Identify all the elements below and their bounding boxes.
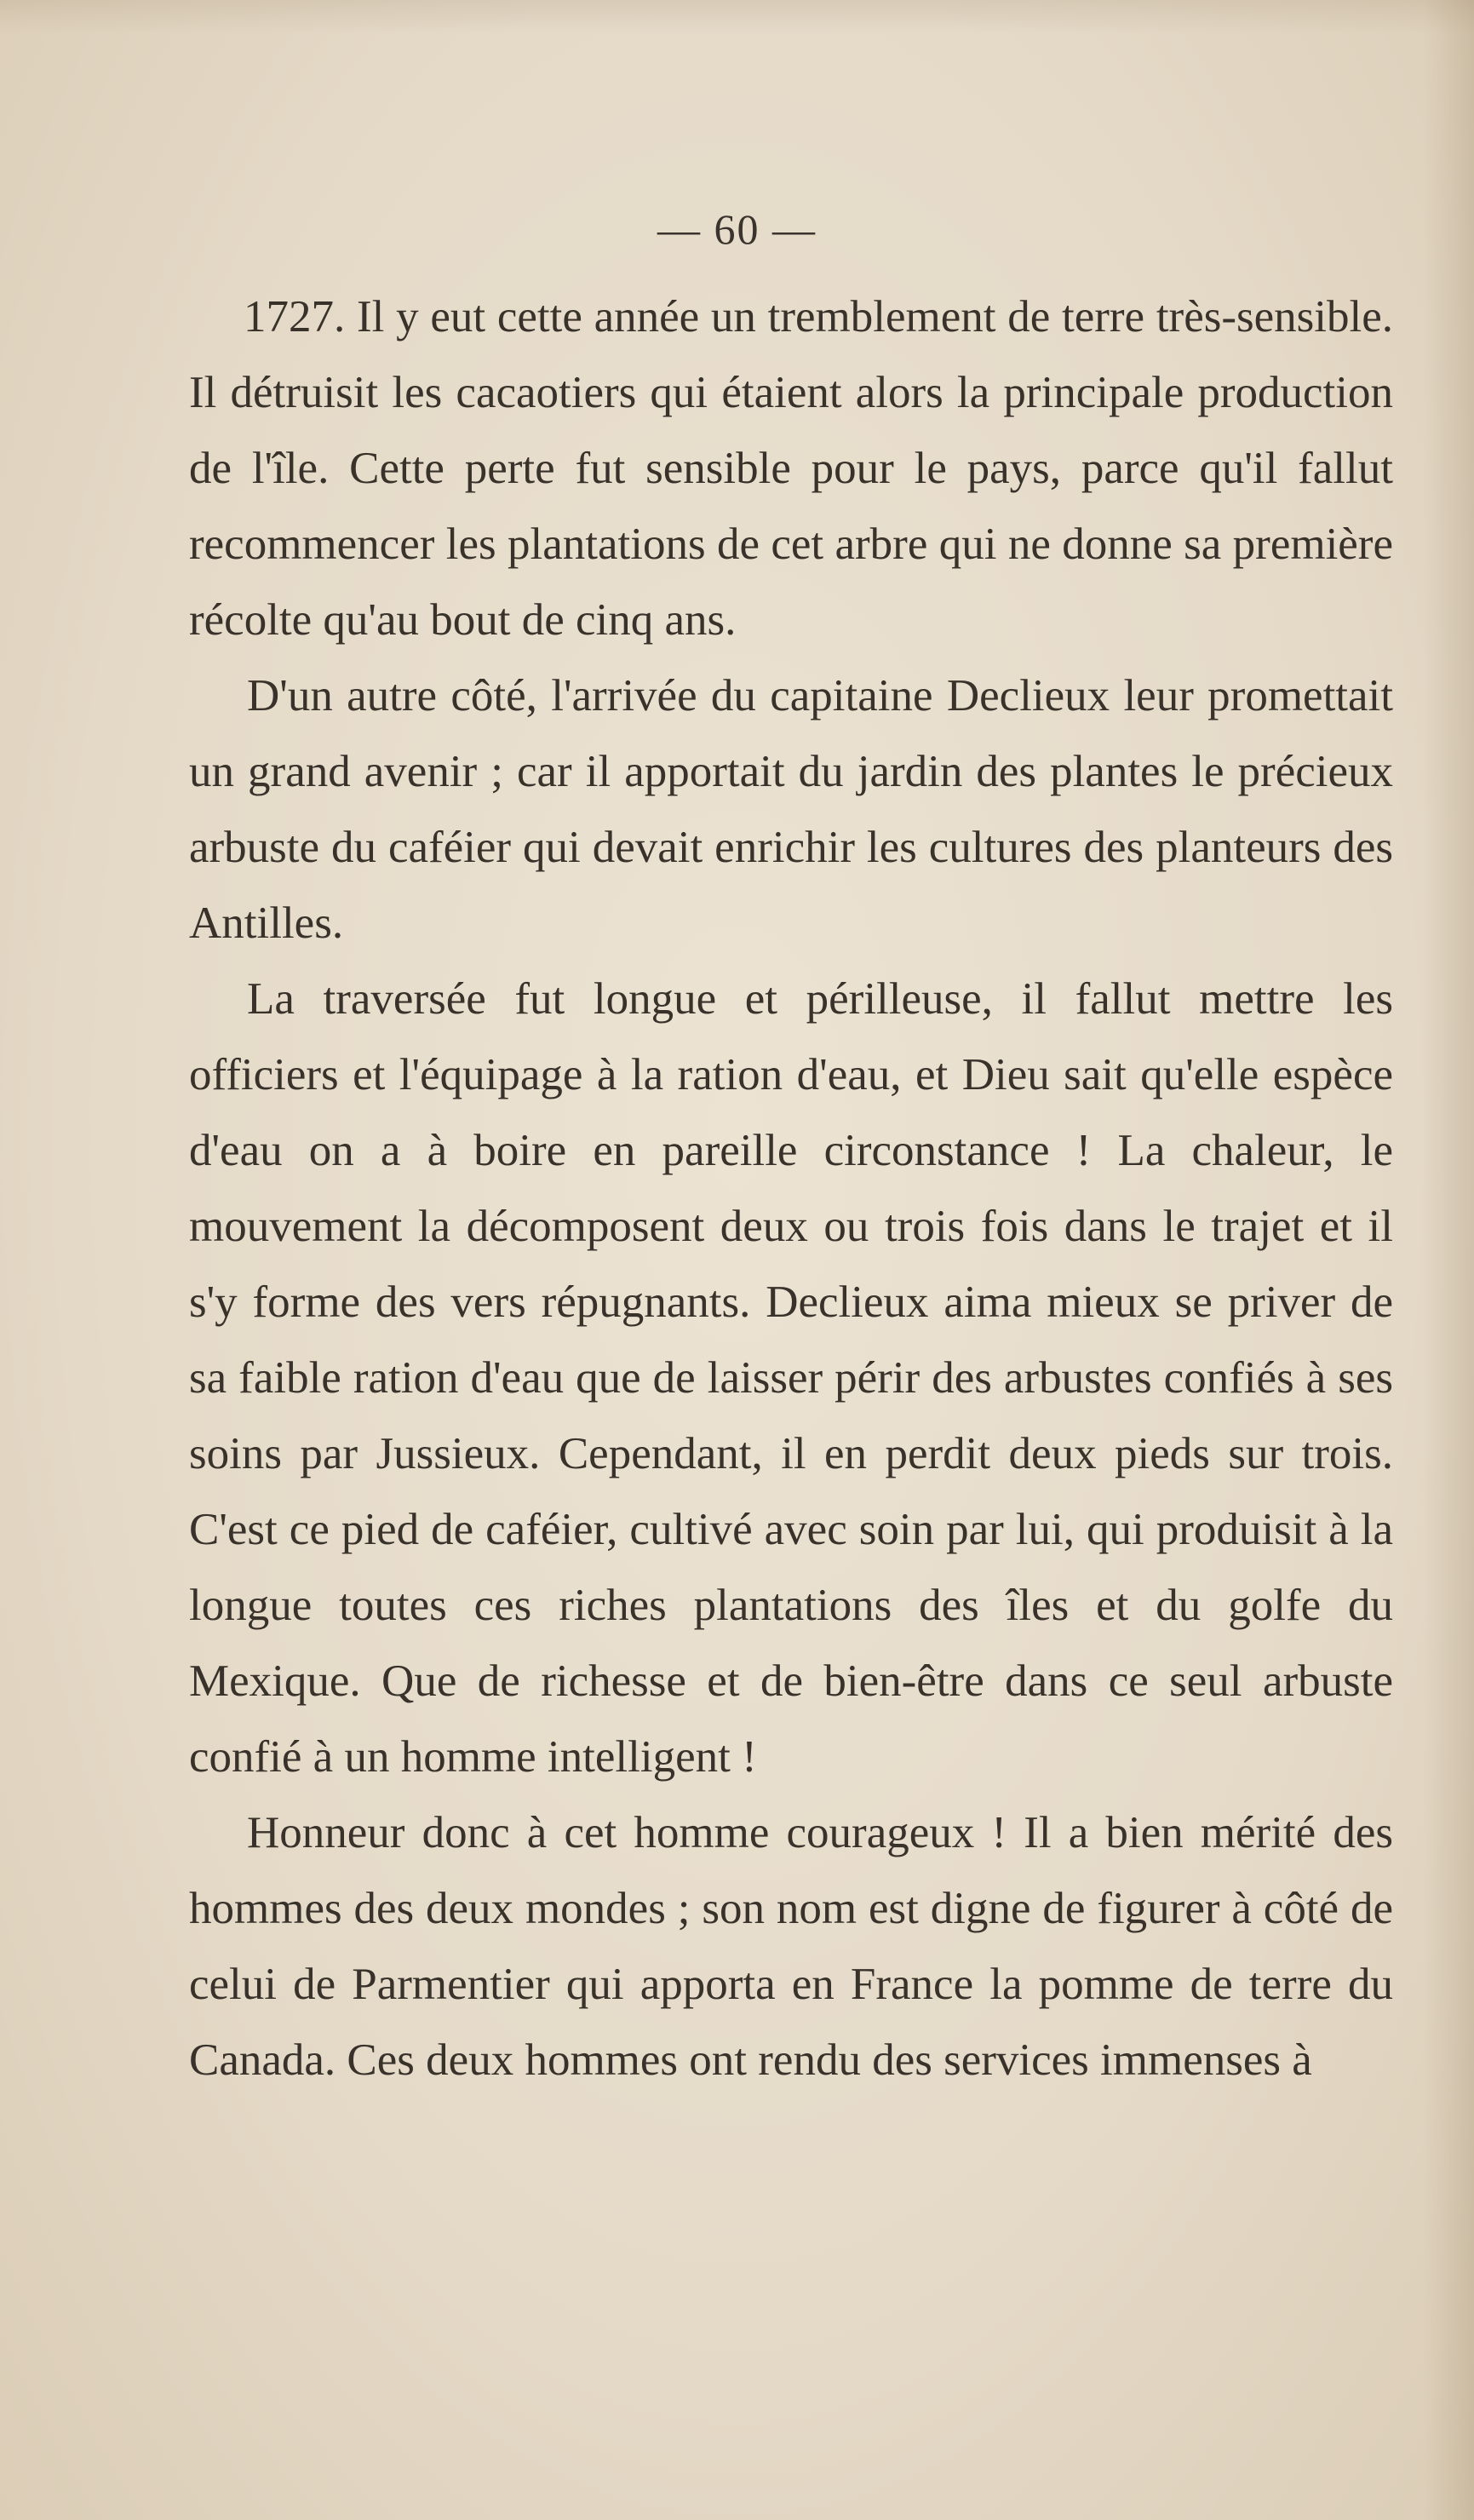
paragraph-1: 1727. Il y eut cette année un tremblement de terre très-sensible. Il détruisit les cacaotiers qui étaient alors la principale production de l'île. Cette perte fut sensible pour le pays, parce qu'il fallut recommencer les plantations de cet arbre qui ne donne sa première récolte qu'au bout de cinq ans. [189, 292, 1393, 645]
paragraph-3: La traversée fut longue et périlleuse, il fallut mettre les officiers et l'équipage à la ration d'eau, et Dieu sait qu'elle espèce d'eau on a à boire en pareille circonstance ! La chaleur, le mouvement la décomposent deux ou trois fois dans le trajet et il s'y forme des vers répugnants. Declieux aima mieux se priver de sa faible ration d'eau que de laisser périr des arbustes confiés à ses soins par Jussieux. Cependant, il en perdit deux pieds sur trois. C'est ce pied de caféier, cultivé avec soin par lui, qui produisit à la longue toutes ces riches plantations des îles et du golfe du Mexique. Que de richesse et de bien-être dans ce seul arbuste confié à un homme intelligent ! [189, 974, 1393, 1782]
page-edge-shading [1423, 0, 1474, 2520]
page-top-shading [0, 0, 1474, 34]
page-number: — 60 — [657, 205, 817, 253]
body-text [189, 279, 1393, 2098]
paragraph-4: Honneur donc à cet homme courageux ! Il a bien mérité des hommes des deux mondes ; son nom est digne de figurer à côté de celui de Parmentier qui apporta en France la pomme de terre du Canada. Ces deux hommes ont rendu des services immenses à [189, 1808, 1393, 2085]
paragraph-2: D'un autre côté, l'arrivée du capitaine Declieux leur promettait un grand avenir ; car il apportait du jardin des plantes le précieux arbuste du caféier qui devait enrichir les cultures des planteurs des Antilles. [189, 671, 1393, 948]
